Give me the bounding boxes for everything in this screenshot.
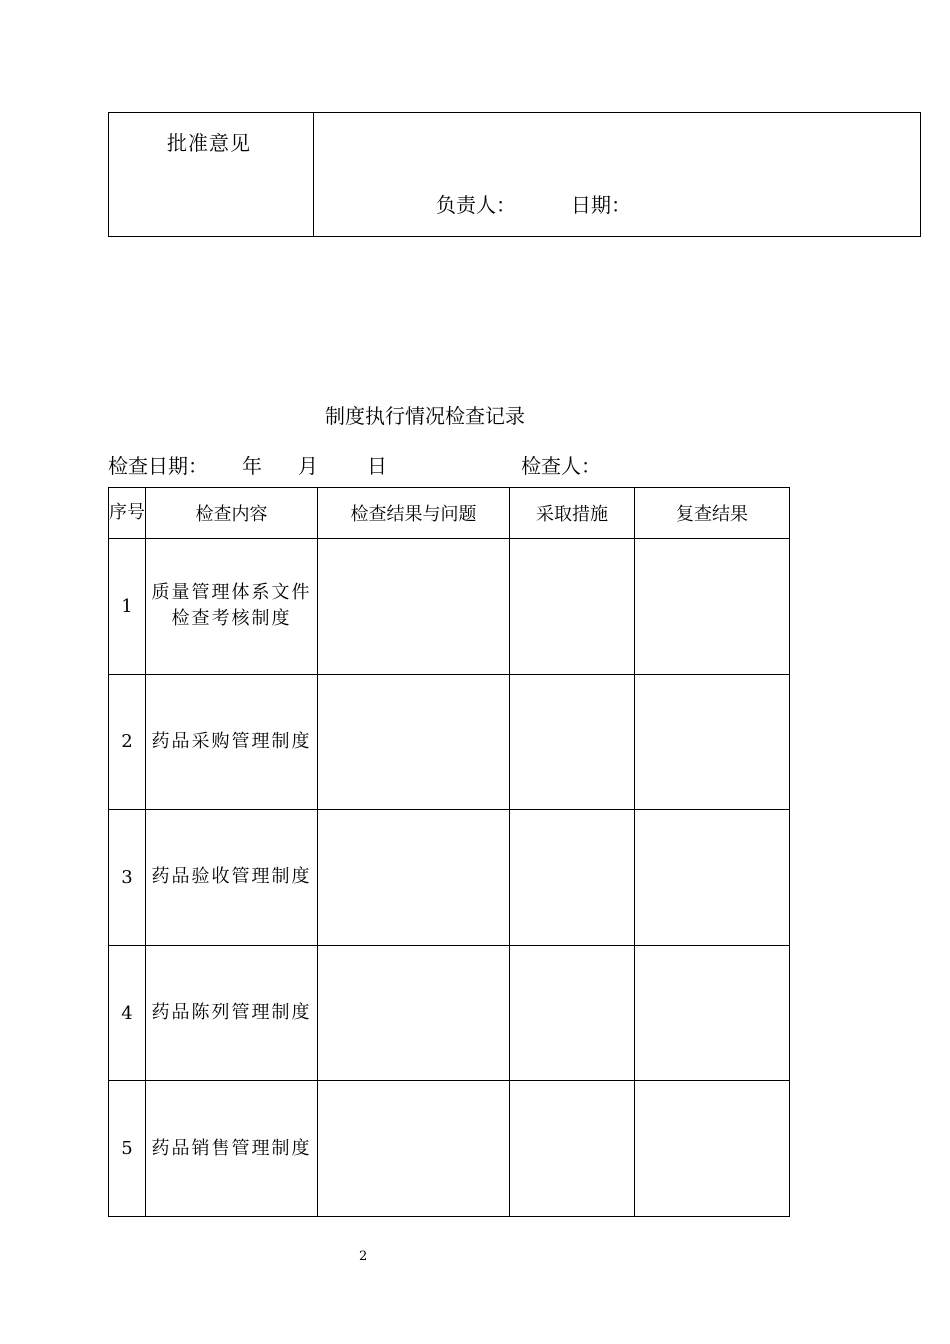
row-result-cell[interactable] xyxy=(318,1081,510,1217)
row-number: 4 xyxy=(109,945,146,1081)
month-label: 月 xyxy=(298,454,318,478)
row-result-cell[interactable] xyxy=(318,810,510,946)
row-number: 5 xyxy=(109,1081,146,1217)
table-header-row xyxy=(109,488,790,539)
inspection-record-table xyxy=(108,487,790,1217)
table-row xyxy=(109,674,790,810)
inspector-label: 检查人： xyxy=(521,454,601,478)
header-result: 检查结果与问题 xyxy=(318,488,510,539)
row-result-cell[interactable] xyxy=(318,674,510,810)
header-measures: 采取措施 xyxy=(510,488,635,539)
row-recheck-cell[interactable] xyxy=(635,810,790,946)
row-measures-cell[interactable] xyxy=(510,539,635,675)
table-row xyxy=(109,539,790,675)
row-content: 药品采购管理制度 xyxy=(146,674,318,810)
year-label: 年 xyxy=(242,454,262,478)
table-row xyxy=(109,810,790,946)
row-recheck-cell[interactable] xyxy=(635,539,790,675)
approval-table xyxy=(108,112,921,237)
check-date-label: 检查日期： xyxy=(108,454,208,478)
row-number: 3 xyxy=(109,810,146,946)
row-recheck-cell[interactable] xyxy=(635,674,790,810)
row-result-cell[interactable] xyxy=(318,945,510,1081)
approval-label: 批准意见 xyxy=(167,131,251,155)
row-recheck-cell[interactable] xyxy=(635,1081,790,1217)
row-measures-cell[interactable] xyxy=(510,1081,635,1217)
record-title: 制度执行情况检查记录 xyxy=(325,404,525,428)
approval-label-cell xyxy=(109,113,314,236)
row-content: 药品陈列管理制度 xyxy=(146,945,318,1081)
row-result-cell[interactable] xyxy=(318,539,510,675)
row-measures-cell[interactable] xyxy=(510,810,635,946)
row-measures-cell[interactable] xyxy=(510,674,635,810)
row-number: 2 xyxy=(109,674,146,810)
responsible-label: 负责人： xyxy=(436,193,516,217)
row-recheck-cell[interactable] xyxy=(635,945,790,1081)
row-content: 质量管理体系文件检查考核制度 xyxy=(146,539,318,675)
table-row xyxy=(109,1081,790,1217)
header-recheck: 复查结果 xyxy=(635,488,790,539)
header-seq: 序号 xyxy=(109,488,146,539)
row-number: 1 xyxy=(109,539,146,675)
day-label: 日 xyxy=(367,454,387,478)
header-content: 检查内容 xyxy=(146,488,318,539)
row-measures-cell[interactable] xyxy=(510,945,635,1081)
row-content: 药品销售管理制度 xyxy=(146,1081,318,1217)
approval-date-label: 日期： xyxy=(571,193,631,217)
page-number: 2 xyxy=(359,1249,368,1264)
row-content: 药品验收管理制度 xyxy=(146,810,318,946)
approval-content-cell[interactable] xyxy=(314,113,920,236)
table-row xyxy=(109,945,790,1081)
record-meta-row xyxy=(108,450,808,480)
